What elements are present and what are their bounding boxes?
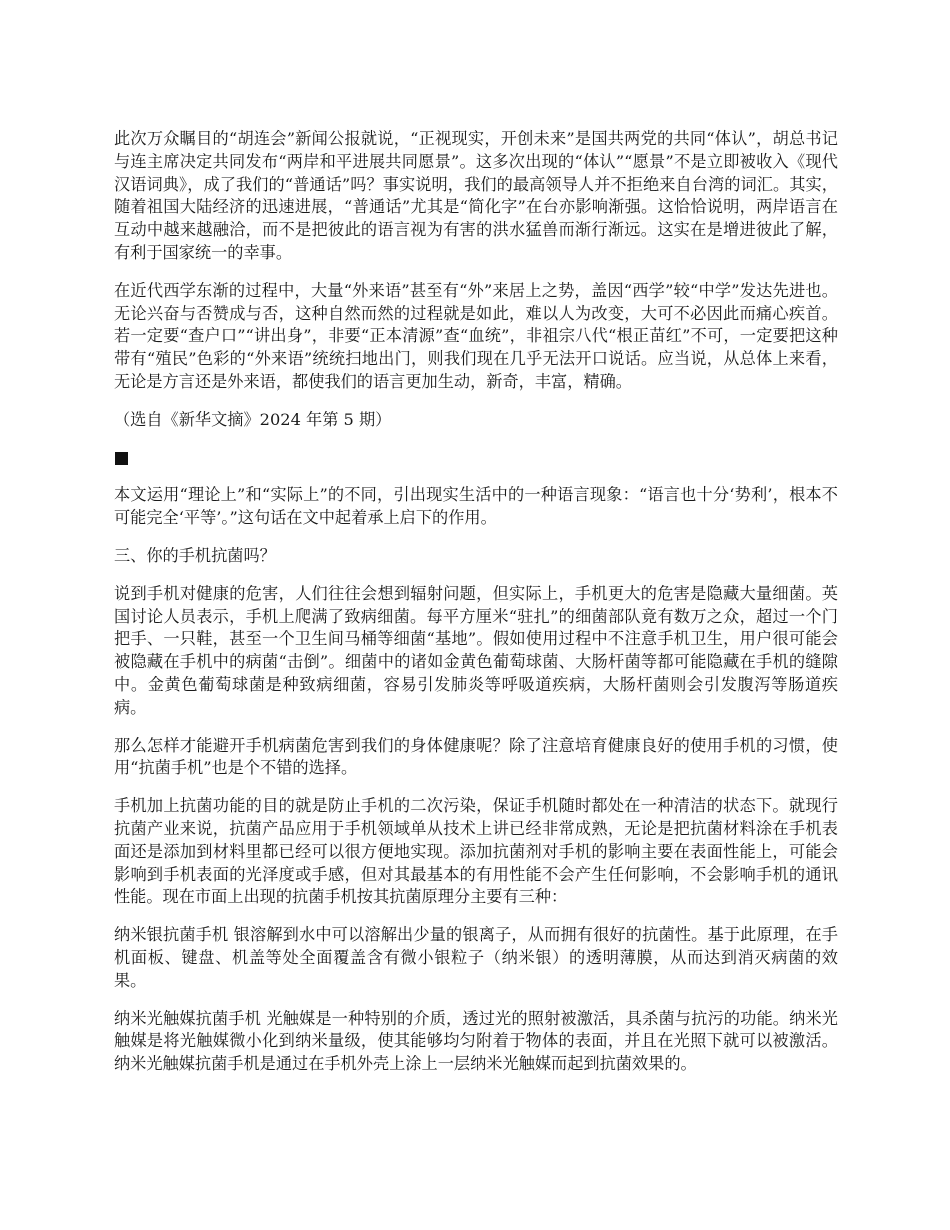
paragraph-analysis: 本文运用“理论上”和“实际上”的不同，引出现实生活中的一种语言现象：“语言也十分‘势利’，根本不可能完全‘平等’。”这句话在文中起着承上启下的作用。 <box>114 485 838 528</box>
paragraph-phone-bacteria: 说到手机对健康的危害，人们往往会想到辐射问题，但实际上，手机更大的危害是隐藏大量细菌。英国讨论人员表示，手机上爬满了致病细菌。每平方厘米“驻扎”的细菌部队竟有数万之众，超过一个门把手、一只鞋，甚至一个卫生间马桶等细菌“基地”。假如使用过程中不注意手机卫生，用户很可能会被隐藏在手机中的病菌“击倒”。细菌中的诸如金黄色葡萄球菌、大肠杆菌等都可能隐藏在手机的缝隙中。金黄色葡萄球菌是种致病细菌，容易引发肺炎等呼吸道疾病，大肠杆菌则会引发腹泻等肠道疾病。 <box>114 583 838 717</box>
black-square-icon <box>115 452 128 465</box>
section-separator <box>114 447 838 470</box>
paragraph-nano-silver: 纳米银抗菌手机 银溶解到水中可以溶解出少量的银离子，从而拥有很好的抗菌性。基于此原理，在手机面板、键盘、机盖等处全面覆盖含有微小银粒子（纳米银）的透明薄膜，从而达到消灭病菌的效果。 <box>114 925 838 990</box>
section-title: 三、你的手机抗菌吗？ <box>114 545 276 565</box>
paragraph-avoid-germs: 那么怎样才能避开手机病菌危害到我们的身体健康呢？除了注意培育健康良好的使用手机的习惯，使用“抗菌手机”也是个不错的选择。 <box>114 735 838 778</box>
paragraph-nano-photocatalyst: 纳米光触媒抗菌手机 光触媒是一种特别的介质，透过光的照射被激活，具杀菌与抗污的功能。纳米光触媒是将光触媒微小化到纳米量级，使其能够均匀附着于物体的表面，并且在光照下就可以被激活。纳米光触媒抗菌手机是通过在手机外壳上涂上一层纳米光触媒而起到抗菌效果的。 <box>114 1008 838 1074</box>
paragraph-antibacterial-function: 手机加上抗菌功能的目的就是防止手机的二次污染，保证手机随时都处在一种清洁的状态下。就现行抗菌产业来说，抗菌产品应用于手机领域单从技术上讲已经非常成熟，无论是把抗菌材料涂在手机表面还是添加到材料里都已经可以很方便地实现。添加抗菌剂对手机的影响主要在表面性能上，可能会影响到手机表面的光泽度或手感，但对其最基本的有用性能不会产生任何影响，不会影响手机的通讯性能。现在市面上出现的抗菌手机按其抗菌原理分主要有三种： <box>114 796 838 907</box>
document-page <box>114 128 838 1091</box>
paragraph-loanwords: 在近代西学东渐的过程中，大量“外来语”甚至有“外”来居上之势，盖因“西学”较“中学”发达先进也。无论兴奋与否赞成与否，这种自然而然的过程就是如此，难以人为改变，大可不必因此而痛心疾首。若一定要“查户口”“讲出身”，非要“正本清源”查“血统”，非祖宗八代“根正苗红”不可，一定要把这种带有“殖民”色彩的“外来语”统统扫地出门，则我们现在几乎无法开口说话。应当说，从总体上来看，无论是方言还是外来语，都使我们的语言更加生动，新奇，丰富，精确。 <box>114 280 838 391</box>
source-citation: （选自《新华文摘》2024 年第 5 期） <box>114 409 392 429</box>
paragraph-hulianhui: 此次万众瞩目的“胡连会”新闻公报就说，“正视现实，开创未来”是国共两党的共同“体认”，胡总书记与连主席决定共同发布“两岸和平进展共同愿景”。这多次出现的“体认”“愿景”不是立即被收入《现代汉语词典》，成了我们的“普通话”吗？事实说明，我们的最高领导人并不拒绝来自台湾的词汇。其实，随着祖国大陆经济的迅速进展，“普通话”尤其是“简化字”在台亦影响渐强。这恰恰说明，两岸语言在互动中越来越融洽，而不是把彼此的语言视为有害的洪水猛兽而渐行渐远。这实在是增进彼此了解，有利于国家统一的幸事。 <box>114 129 838 262</box>
